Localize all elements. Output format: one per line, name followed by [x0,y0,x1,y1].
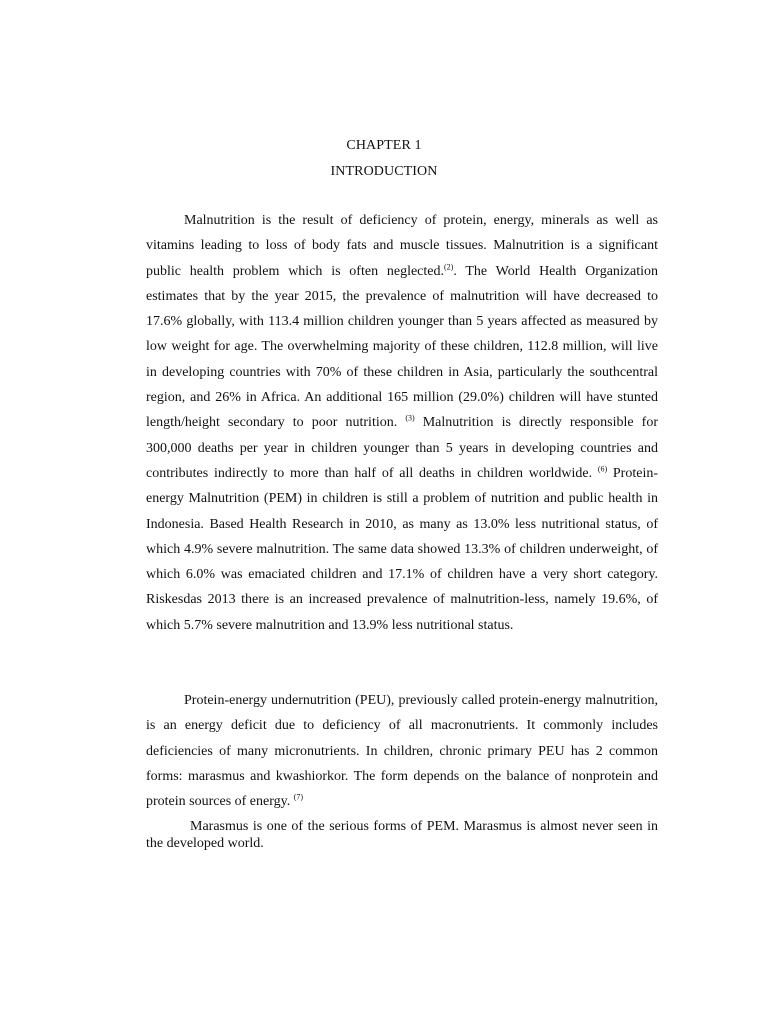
text-run: . The World Health Organization estimates that by the year 2015, the prevalence of malnutrition will have decreased to 17.6% globally, with 113.4 million children younger than 5 years affected as measured by low weight for age. The overwhelming majority of these children, 112.8 million, will live in developing countries with 70% of these children in Asia, particularly the southcentral region, and 26% in Africa. An additional 165 million (29.0%) children will have stunted length/height secondary to poor nutrition. [146,263,658,431]
citation-ref: (2) [444,261,454,271]
paragraph-marasmus [146,818,658,852]
paragraph-peu-definition [146,688,658,814]
citation-ref: (3) [405,413,415,423]
text-run: Malnutrition is the result of deficiency of protein, energy, minerals as well as vitamins leading to loss of body fats and muscle tissues. Malnutrition is a significant public health problem which is often neglected. [146,213,658,279]
text-run: Malnutrition is directly responsible for 300,000 deaths per year in children younger than 5 years in developing countries and contributes indirectly to more than half of all deaths in children worldwide. [146,415,658,481]
citation-ref: (6) [597,464,608,474]
paragraph-malnutrition-overview [146,208,658,638]
section-title: INTRODUCTION [330,164,438,179]
text-run: Protein-energy Malnutrition (PEM) in children is still a problem of nutrition and public health in Indonesia. Based Health Research in 2010, as many as 13.0% less nutritional status, of which 4.9% severe malnutrition. The same data showed 13.3% of children underweight, of which 6.0% was emaciated children and 17.1% of children have a very short category. Riskesdas 2013 there is an increased prevalence of malnutrition-less, namely 19.6%, of which 5.7% severe malnutrition and 13.9% less nutritional status. [146,465,659,633]
text-run: Marasmus is one of the serious forms of PEM. Marasmus is almost never seen in the developed world. [146,819,658,851]
paragraph-text [146,688,658,814]
chapter-label: CHAPTER 1 [346,138,422,153]
citation-ref: (7) [293,792,304,802]
paragraph-text [146,818,658,852]
text-run: Protein-energy undernutrition (PEU), previously called protein-energy malnutrition, is an energy deficit due to deficiency of all macronutrients. It commonly includes deficiencies of many micronutrients. In children, chronic primary PEU has 2 common forms: marasmus and kwashiorkor. The form depends on the balance of nonprotein and protein sources of energy. [146,693,658,810]
paragraph-text [146,208,658,638]
